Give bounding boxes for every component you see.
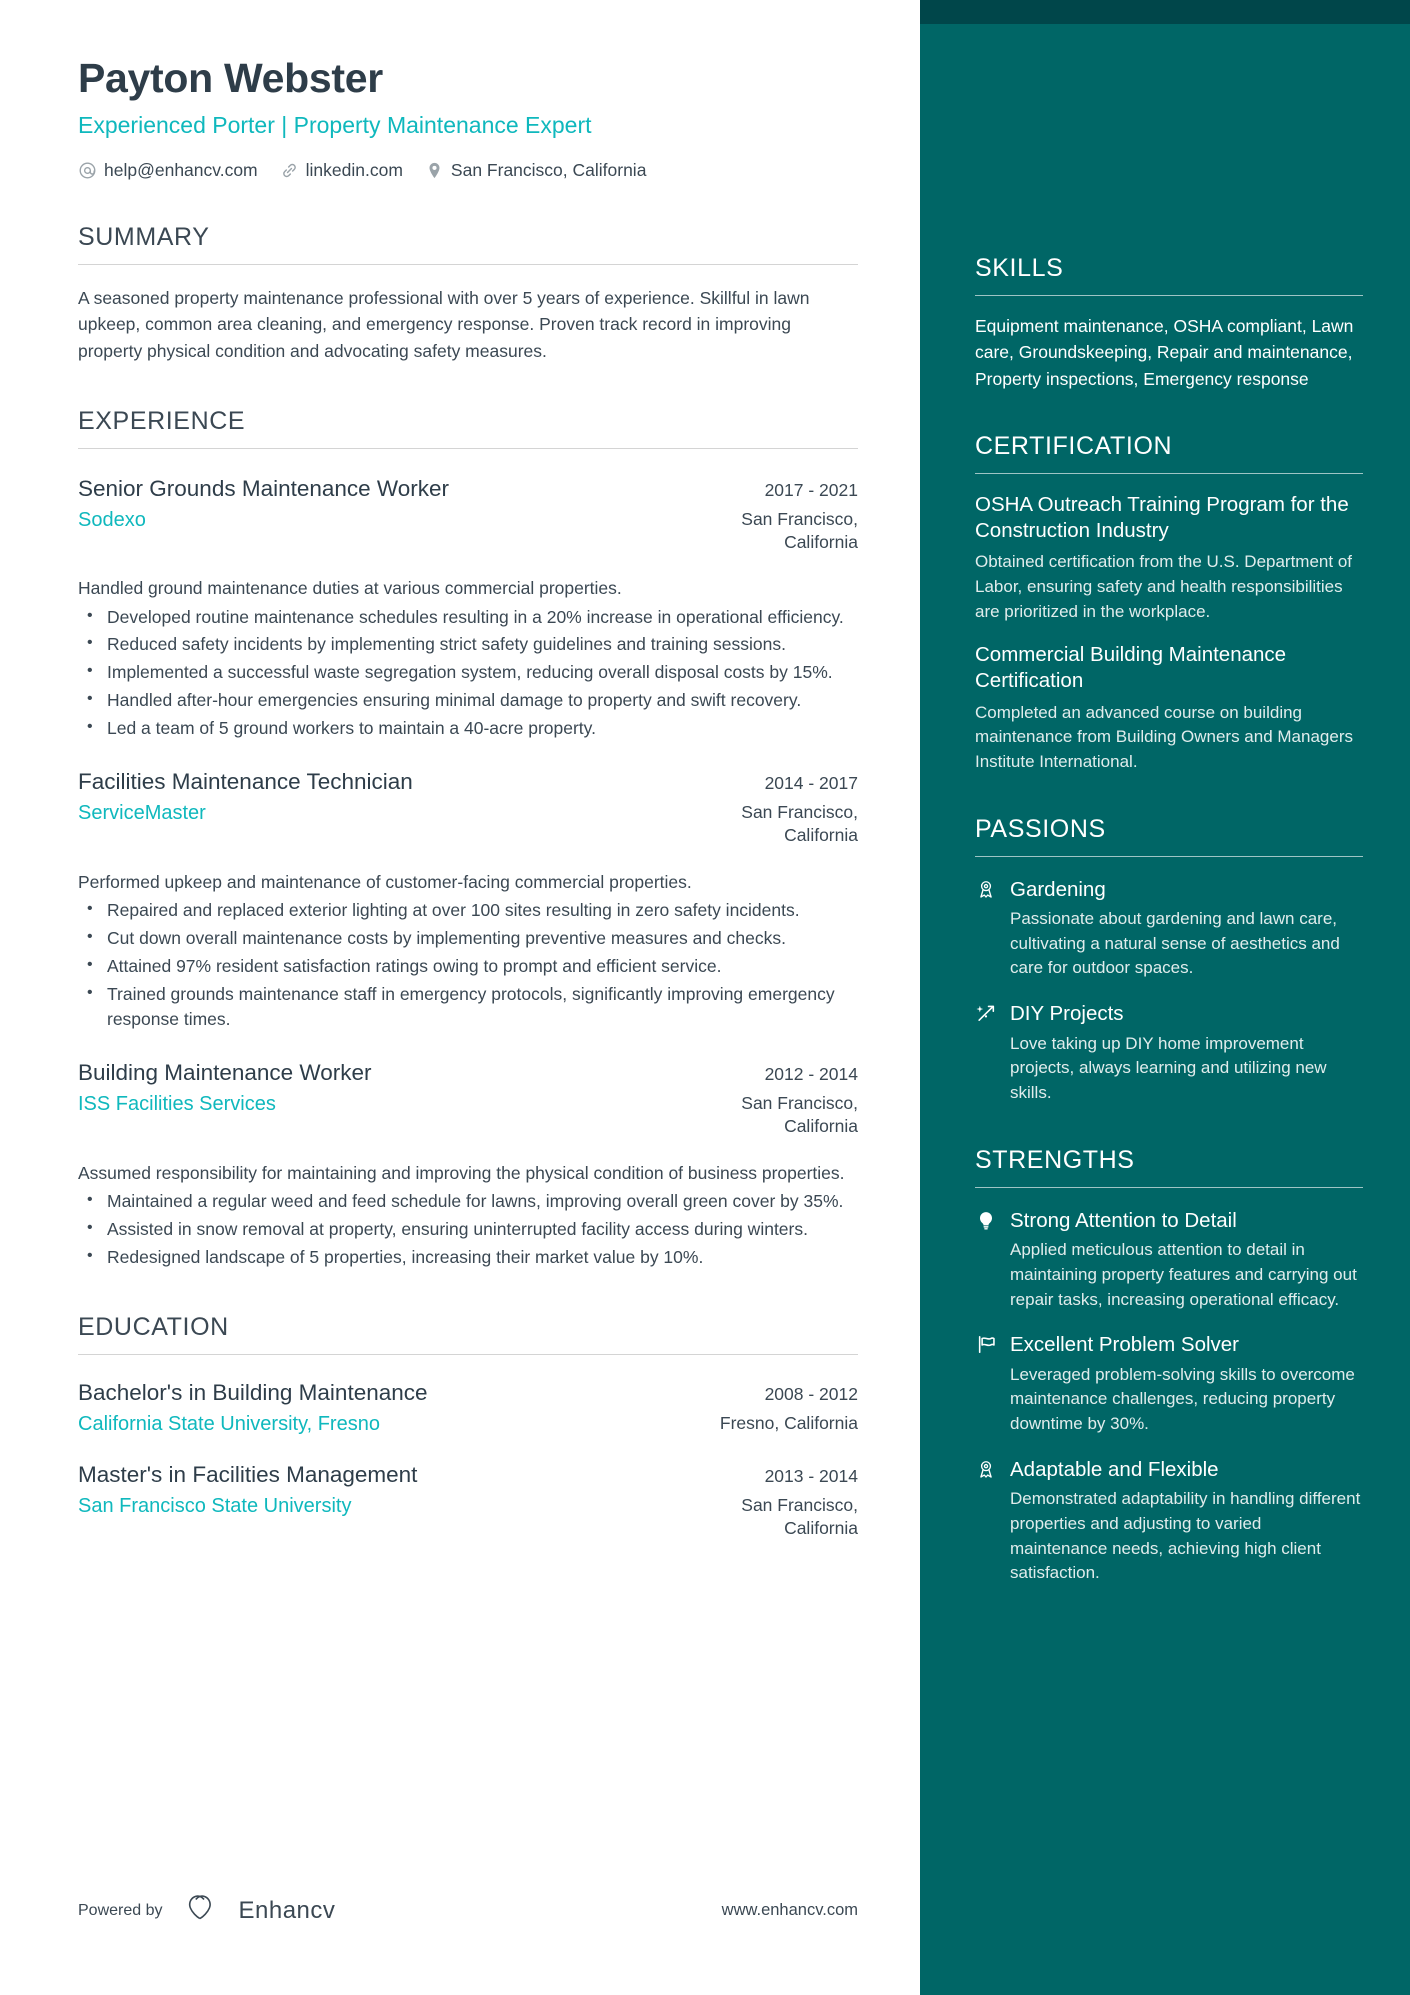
degree-dates: 2013 - 2014 [764,1466,858,1486]
experience-entry [78,475,858,742]
list-item: • Handled after-hour emergencies ensuring minimal damage to property and swift recovery. [78,688,858,714]
job-title: Building Maintenance Worker [78,1060,372,1086]
at-icon [78,161,97,180]
passion-label: Gardening [1010,877,1106,901]
skills-text: Equipment maintenance, OSHA compliant, Lawn care, Groundskeeping, Repair and maintenance, Property inspections, Emergency response [975,316,1354,389]
degree-title: Bachelor's in Building Maintenance [78,1379,428,1405]
job-dates: 2014 - 2017 [764,773,858,793]
education-entry-head [78,1379,858,1407]
list-item: • Led a team of 5 ground workers to maintain a 40-acre property. [78,716,858,742]
strength-item [975,1457,1363,1586]
experience-heading: EXPERIENCE [78,406,246,435]
summary-heading: SUMMARY [78,222,210,251]
list-item: • Reduced safety incidents by implementing strict safety guidelines and training sessions. [78,632,858,658]
list-item: • Repaired and replaced exterior lighting at over 100 sites resulting in zero safety incidents. [78,898,858,924]
job-description: Performed upkeep and maintenance of customer-facing commercial properties. [78,871,692,892]
passion-item [975,877,1363,982]
location-pin-icon [425,161,444,180]
certification-item [975,642,1363,774]
flag-icon [975,1334,997,1356]
passion-description: Passionate about gardening and lawn care, cultivating a natural sense of aesthetics and care for outdoor spaces. [1010,909,1340,978]
school-location: Fresno, California [719,1413,858,1433]
passion-item [975,1001,1363,1106]
job-bullets [78,898,858,1033]
company-name: ISS Facilities Services [78,1093,276,1116]
section-experience [78,407,858,1271]
skills-heading: SKILLS [975,254,1064,282]
strength-label: Strong Attention to Detail [1010,1208,1237,1232]
strength-item-head [975,1208,1363,1234]
award-ribbon-icon [975,1459,997,1481]
education-entry-sub [78,1494,858,1540]
job-dates: 2017 - 2021 [764,479,858,500]
experience-entry-head [78,1059,858,1087]
section-divider [975,473,1363,474]
education-entry [78,1379,858,1437]
job-location: San Francisco, California [741,508,858,552]
enhancv-wordmark: Enhancv [238,1896,336,1924]
job-dates: 2012 - 2014 [764,1064,858,1085]
strength-item-head [975,1332,1363,1358]
education-entry-sub [78,1412,858,1437]
company-name: ServiceMaster [78,802,206,825]
list-item: • Redesigned landscape of 5 properties, increasing their market value by 10%. [78,1245,858,1271]
section-divider [78,1354,858,1355]
passion-item-head [975,877,1363,903]
certification-name: OSHA Outreach Training Program for the Construction Industry [975,492,1349,542]
certification-description: Completed an advanced course on building maintenance from Building Owners and Managers Institute International. [975,702,1353,771]
award-ribbon-icon [975,878,997,900]
education-entry [78,1461,858,1540]
strength-item-head [975,1457,1363,1483]
contact-location-text: San Francisco, California [450,159,647,180]
job-location: San Francisco, California [741,802,858,845]
job-title: Facilities Maintenance Technician [78,769,413,794]
experience-entry-head [78,768,858,796]
job-description: Handled ground maintenance duties at various commercial properties. [78,578,622,599]
lightbulb-icon [975,1209,997,1231]
contact-email-text: help@enhancv.com [104,159,258,180]
section-divider [78,448,858,449]
experience-entry-sub [78,508,858,554]
list-item: • Attained 97% resident satisfaction ratings owing to prompt and efficient service. [78,954,858,980]
school-name: San Francisco State University [78,1495,352,1518]
section-strengths [975,1146,1363,1586]
passions-heading: PASSIONS [975,814,1106,843]
school-location: San Francisco, California [741,1495,858,1538]
list-item: • Assisted in snow removal at property, ensuring uninterrupted facility access during winters. [78,1217,858,1243]
strength-description: Applied meticulous attention to detail in maintaining property features and carrying out repair tasks, increasing operational efficacy. [1010,1240,1357,1309]
resume-sidebar [920,0,1410,1995]
school-name: California State University, Fresno [78,1413,380,1435]
strength-label: Excellent Problem Solver [1010,1333,1240,1357]
list-item: • Implemented a successful waste segregation system, reducing overall disposal costs by 15%. [78,660,858,686]
strength-description: Demonstrated adaptability in handling different properties and adjusting to varied maintenance needs, achieving high client satisfaction. [1010,1489,1361,1583]
list-item: • Cut down overall maintenance costs by implementing preventive measures and checks. [78,926,858,952]
sidebar-top-band [920,0,1410,24]
strength-item [975,1208,1363,1313]
section-divider [78,264,858,265]
page-footer [78,1894,858,1927]
section-divider [975,856,1363,857]
passion-label: DIY Projects [1010,1002,1124,1026]
company-name: Sodexo [78,508,146,531]
job-description: Assumed responsibility for maintaining and improving the physical condition of business properties. [78,1162,845,1183]
footer-url[interactable]: www.enhancv.com [721,1901,858,1919]
certification-name: Commercial Building Maintenance Certification [975,643,1287,693]
contact-linkedin-text: linkedin.com [305,159,403,180]
list-item: • Maintained a regular weed and feed schedule for lawns, improving overall green cover by 35%. [78,1189,858,1215]
job-location: San Francisco, California [741,1093,858,1137]
experience-entry-sub [78,1092,858,1138]
summary-text: A seasoned property maintenance professional with over 5 years of experience. Skillful in lawn upkeep, common area cleaning, and emergency response. Proven track record in improving property physical condition and advocating safety measures. [78,287,810,362]
enhancv-mark-icon [183,1894,227,1927]
section-divider [975,1187,1363,1188]
strengths-heading: STRENGTHS [975,1145,1135,1174]
job-title: Senior Grounds Maintenance Worker [78,475,450,501]
section-skills [975,0,1363,392]
job-bullets [78,605,858,742]
section-summary [78,223,858,365]
section-education [78,1313,858,1540]
page-title: Payton Webster [78,55,383,101]
contact-email[interactable] [78,160,258,181]
strength-label: Adaptable and Flexible [1010,1457,1219,1481]
education-entry-head [78,1461,858,1489]
experience-entry-head [78,475,858,503]
passion-description: Love taking up DIY home improvement projects, always learning and utilizing new skills. [1010,1033,1327,1102]
certification-description: Obtained certification from the U.S. Department of Labor, ensuring safety and health responsibilities are prioritized in the workplace. [975,552,1353,621]
strength-item [975,1332,1363,1437]
section-divider [975,295,1363,296]
section-certification [975,432,1363,775]
link-icon [280,161,299,180]
sparkle-arrow-icon [975,1003,997,1025]
experience-entry [78,768,858,1033]
section-passions [975,815,1363,1106]
list-item: • Developed routine maintenance schedules resulting in a 20% increase in operational efficiency. [78,605,858,631]
passion-item-head [975,1001,1363,1027]
contact-linkedin[interactable] [280,160,403,181]
education-heading: EDUCATION [78,1312,229,1341]
degree-title: Master's in Facilities Management [78,1462,418,1487]
experience-entry-sub [78,801,858,847]
strength-description: Leveraged problem-solving skills to overcome maintenance challenges, reducing property downtime by 30%. [1010,1364,1355,1434]
job-bullets [78,1189,858,1271]
certification-item [975,492,1363,624]
contact-row [78,160,858,181]
certification-heading: CERTIFICATION [975,431,1173,460]
degree-dates: 2008 - 2012 [764,1383,858,1404]
powered-by-label: Powered by [78,1901,163,1919]
enhancv-logo [183,1894,336,1927]
list-item: • Trained grounds maintenance staff in emergency protocols, significantly improving emergency response times. [78,982,858,1034]
contact-location [425,160,647,181]
professional-headline: Experienced Porter | Property Maintenance Expert [78,112,592,139]
footer-branding [78,1894,335,1927]
experience-entry [78,1059,858,1271]
